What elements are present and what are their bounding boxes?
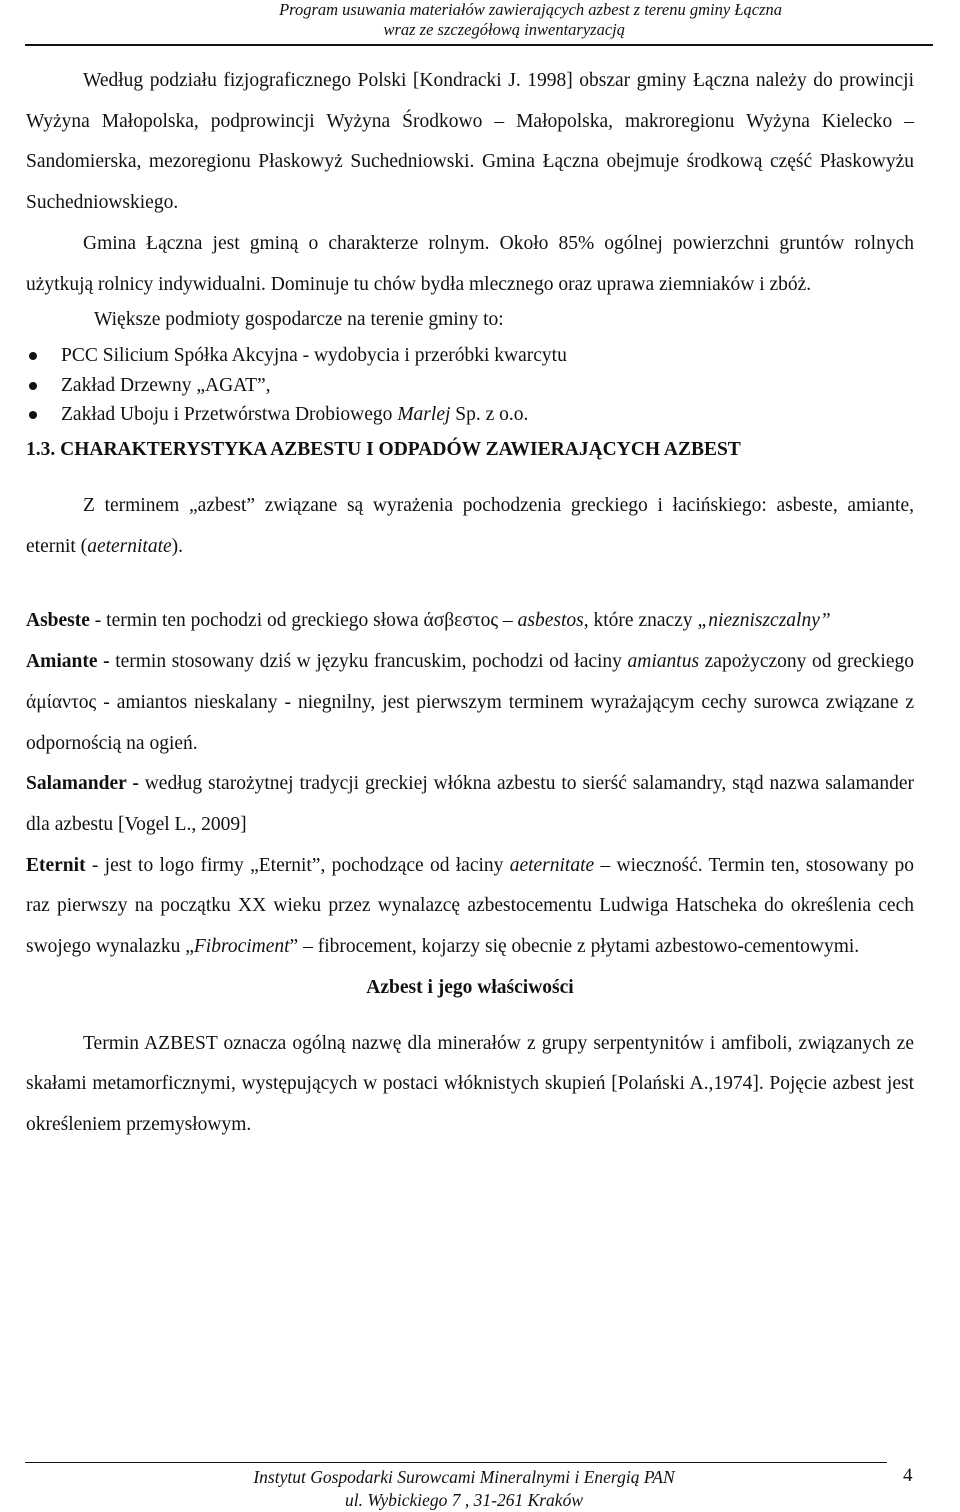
asbeste-italic-niezniszczalny: „niezniszczalny” xyxy=(697,610,831,632)
header-rule xyxy=(25,44,933,46)
asbeste-text2: , które znaczy xyxy=(583,610,698,632)
terms-intro-italic: aeternitate xyxy=(87,535,172,557)
footer-address: ul. Wybickiego 7 , 31-261 Kraków xyxy=(344,1490,583,1510)
paragraph-agriculture: Gmina Łączna jest gminą o charakterze rolnym. Około 85% ogólnej powierzchni gruntów rolnych użytkują rolnicy indywidualni. Dominuje tu chów bydła mlecznego oraz uprawa ziemniaków i zbóż. xyxy=(26,232,914,295)
eternit-text3: ” – fibrocement, kojarzy się obecnie z płytami azbestowo-cementowymi. xyxy=(289,936,860,958)
company-marlej-name: Marlej xyxy=(397,404,451,426)
company-pcc: PCC Silicium Spółka Akcyjna - wydobycia i przeróbki kwarcytu xyxy=(61,345,567,367)
terms-intro-text: Z terminem „azbest” związane są wyrażenia pochodzenia greckiego i łacińskiego: asbeste, amiante, eternit ( xyxy=(26,495,914,557)
term-salamander: Salamander - xyxy=(26,773,139,795)
paragraph-amiante xyxy=(26,642,914,764)
list-item xyxy=(26,341,914,371)
subheading-azbest: Azbest i jego właściwości xyxy=(366,976,574,998)
eternit-italic-fibrociment: Fibrociment xyxy=(193,936,290,958)
header-title-line2: wraz ze szczegółową inwentaryzacją xyxy=(383,20,625,39)
term-asbeste: Asbeste xyxy=(26,610,90,632)
list-item xyxy=(26,400,914,430)
asbeste-text: - termin ten pochodzi od greckiego słowa άσβεστος – xyxy=(89,610,518,632)
paragraph-terms-intro xyxy=(26,486,914,567)
eternit-text: - jest to logo firmy „Eternit”, pochodzące od łaciny xyxy=(85,854,510,876)
page-number: 4 xyxy=(903,1465,913,1486)
footer-institute: Instytut Gospodarki Surowcami Mineralnymi i Energią PAN xyxy=(253,1467,675,1487)
company-marlej-text: Zakład Uboju i Przetwórstwa Drobiowego xyxy=(61,404,398,426)
paragraph-azbest-definition: Termin AZBEST oznacza ogólną nazwę dla minerałów z grupy serpentynitów i amfiboli, związanych ze skałami metamorficznymi, występujących w postaci włóknistych skupień [Polański A.,1974]. Pojęcie azbest jest określeniem przemysłowym. xyxy=(26,1032,914,1136)
amiante-text: termin stosowany dziś w języku francuskim, pochodzi od łaciny xyxy=(109,651,628,673)
amiante-text2: zapożyczony od greckiego άμίαντος - amiantos nieskalany - niegnilny, jest pierwszym terminem wyrażającym cechy surowca związane z odpornością na ogień. xyxy=(26,651,914,754)
terms-intro-suffix: ). xyxy=(171,535,184,557)
paragraph-physiography: Według podziału fizjograficznego Polski [Kondracki J. 1998] obszar gminy Łączna należy do prowincji Wyżyna Małopolska, podprowincji Wyżyna Środkowo – Małopolska, makroregionu Wyżyna Kielecko – Sandomierska, mezoregionu Płaskowyż Suchedniowski. Gmina Łączna obejmuje środkową część Płaskowyżu Suchedniowskiego. xyxy=(26,70,914,214)
section-heading: 1.3. CHARAKTERYSTYKA AZBESTU I ODPADÓW ZAWIERAJĄCYCH AZBEST xyxy=(26,439,741,460)
amiante-italic: amiantus xyxy=(627,651,700,673)
paragraph-salamander xyxy=(26,764,914,845)
eternit-text2: – wieczność. Termin ten, stosowany po raz pierwszy na początku XX wieku przez wynalazcę azbestocementu Ludwiga Hatschekа do określenia cech swojego wynalazku „ xyxy=(26,854,914,958)
paragraph-asbeste xyxy=(26,601,914,642)
footer-rule xyxy=(25,1462,887,1463)
asbeste-italic-asbestos: asbestos xyxy=(517,610,584,632)
page-footer xyxy=(0,1466,960,1512)
company-agat: Zakład Drzewny „AGAT”, xyxy=(61,374,271,396)
paragraph-eternit xyxy=(26,846,914,968)
term-amiante: Amiante - xyxy=(26,651,110,673)
list-item xyxy=(26,371,914,401)
header-title-line1: Program usuwania materiałów zawierających azbest z terenu gminy Łączna xyxy=(279,0,782,19)
term-eternit: Eternit xyxy=(26,854,86,876)
page-content xyxy=(26,61,914,1146)
eternit-italic: aeternitate xyxy=(509,854,595,876)
company-marlej-suffix: Sp. z o.o. xyxy=(450,404,529,426)
page-header xyxy=(0,0,960,40)
salamander-text: według starożytnej tradycji greckiej włókna azbestu to sierść salamandry, stąd nazwa salamander dla azbestu [Vogel L., 2009] xyxy=(26,773,914,835)
companies-list xyxy=(26,341,914,430)
companies-intro: Większe podmioty gospodarcze na terenie gminy to: xyxy=(94,309,504,331)
